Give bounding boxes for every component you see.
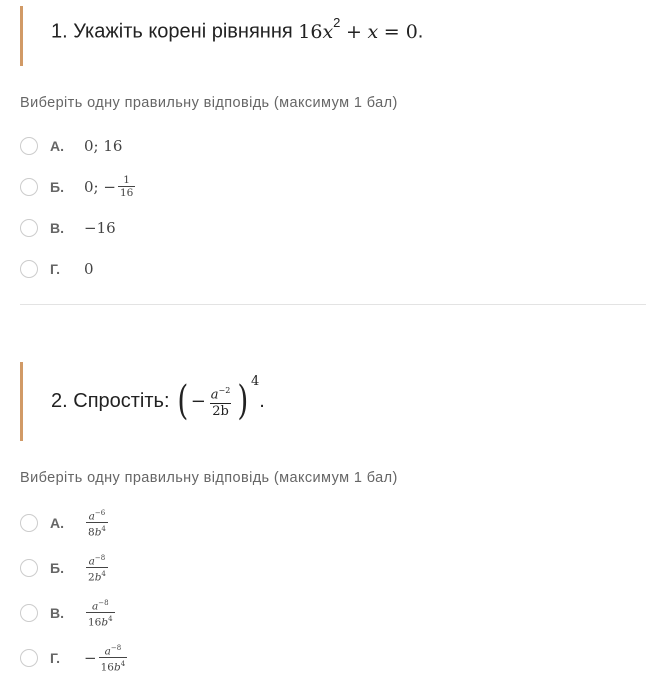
- fraction: $\frac{a^{-8}}{16b^4}$: [88, 598, 113, 629]
- option-letter: А.: [50, 514, 64, 531]
- option-c[interactable]: [20, 207, 640, 248]
- question-1-header: [20, 6, 646, 66]
- question-2: [0, 355, 646, 674]
- radio-button[interactable]: [20, 514, 38, 532]
- radio-button[interactable]: [20, 260, 38, 278]
- question-number: 1.: [51, 20, 68, 43]
- option-value: [84, 552, 110, 584]
- fraction: $\frac{a^{-8}}{2b^4}$: [88, 553, 106, 584]
- option-value: 0: [84, 259, 94, 278]
- question-2-header: [20, 362, 646, 441]
- option-value: [84, 597, 117, 629]
- radio-button[interactable]: [20, 649, 38, 667]
- option-a[interactable]: [20, 125, 640, 166]
- option-a[interactable]: [20, 500, 640, 545]
- option-letter: Б.: [50, 559, 64, 576]
- radio-button[interactable]: [20, 559, 38, 577]
- answer-hint: Виберіть одну правильну відповідь (максимум 1 бал): [20, 470, 398, 486]
- fraction: $\frac{a^{-8}}{16b^4}$: [100, 643, 126, 674]
- radio-button[interactable]: [20, 604, 38, 622]
- question-1-title: 1. Укажіть корені рівняння $16x^2 + x = 0$.: [51, 15, 424, 43]
- option-value: 0; 16: [84, 136, 123, 155]
- option-b[interactable]: [20, 545, 640, 590]
- answer-hint: Виберіть одну правильну відповідь (максимум 1 бал): [20, 95, 398, 111]
- option-b[interactable]: [20, 166, 640, 207]
- fraction: $\frac{a^{-6}}{8b^4}$: [88, 508, 106, 539]
- radio-button[interactable]: [20, 219, 38, 237]
- option-letter: Б.: [50, 178, 64, 195]
- equation: $16x^2 + x = 0$: [298, 15, 418, 43]
- option-d[interactable]: [20, 248, 640, 289]
- question-text: Укажіть корені рівняння: [73, 20, 293, 43]
- option-letter: Г.: [50, 260, 61, 277]
- question-divider: [20, 304, 646, 305]
- option-value: − $\frac{a^{-8}}{16b^4}$: [84, 643, 126, 674]
- option-letter: А.: [50, 137, 64, 154]
- answer-options: [20, 500, 640, 680]
- question-text: Спростіть:: [73, 389, 170, 412]
- option-value: [84, 507, 110, 539]
- fraction: $\frac{1}{16}$: [119, 174, 134, 199]
- option-letter: В.: [50, 219, 64, 236]
- question-number: 2.: [51, 389, 68, 412]
- expression: ( − $\frac{a^{-2}}{2b}$ ) 4: [177, 373, 260, 424]
- answer-options: [20, 125, 640, 289]
- option-value: −16: [84, 218, 116, 237]
- question-2-title: 2. Спростіть: ( − $\frac{a^{-2}}{2b}$ ) 4 .: [51, 373, 265, 424]
- option-letter: Г.: [50, 649, 61, 666]
- question-1: [0, 0, 646, 278]
- fraction: $\frac{a^{-2}}{2b}$: [210, 386, 231, 419]
- option-c[interactable]: [20, 590, 640, 635]
- option-letter: В.: [50, 604, 64, 621]
- radio-button[interactable]: [20, 178, 38, 196]
- option-d[interactable]: [20, 635, 640, 680]
- radio-button[interactable]: [20, 137, 38, 155]
- option-value: 0; − $\frac{1}{16}$: [84, 174, 134, 199]
